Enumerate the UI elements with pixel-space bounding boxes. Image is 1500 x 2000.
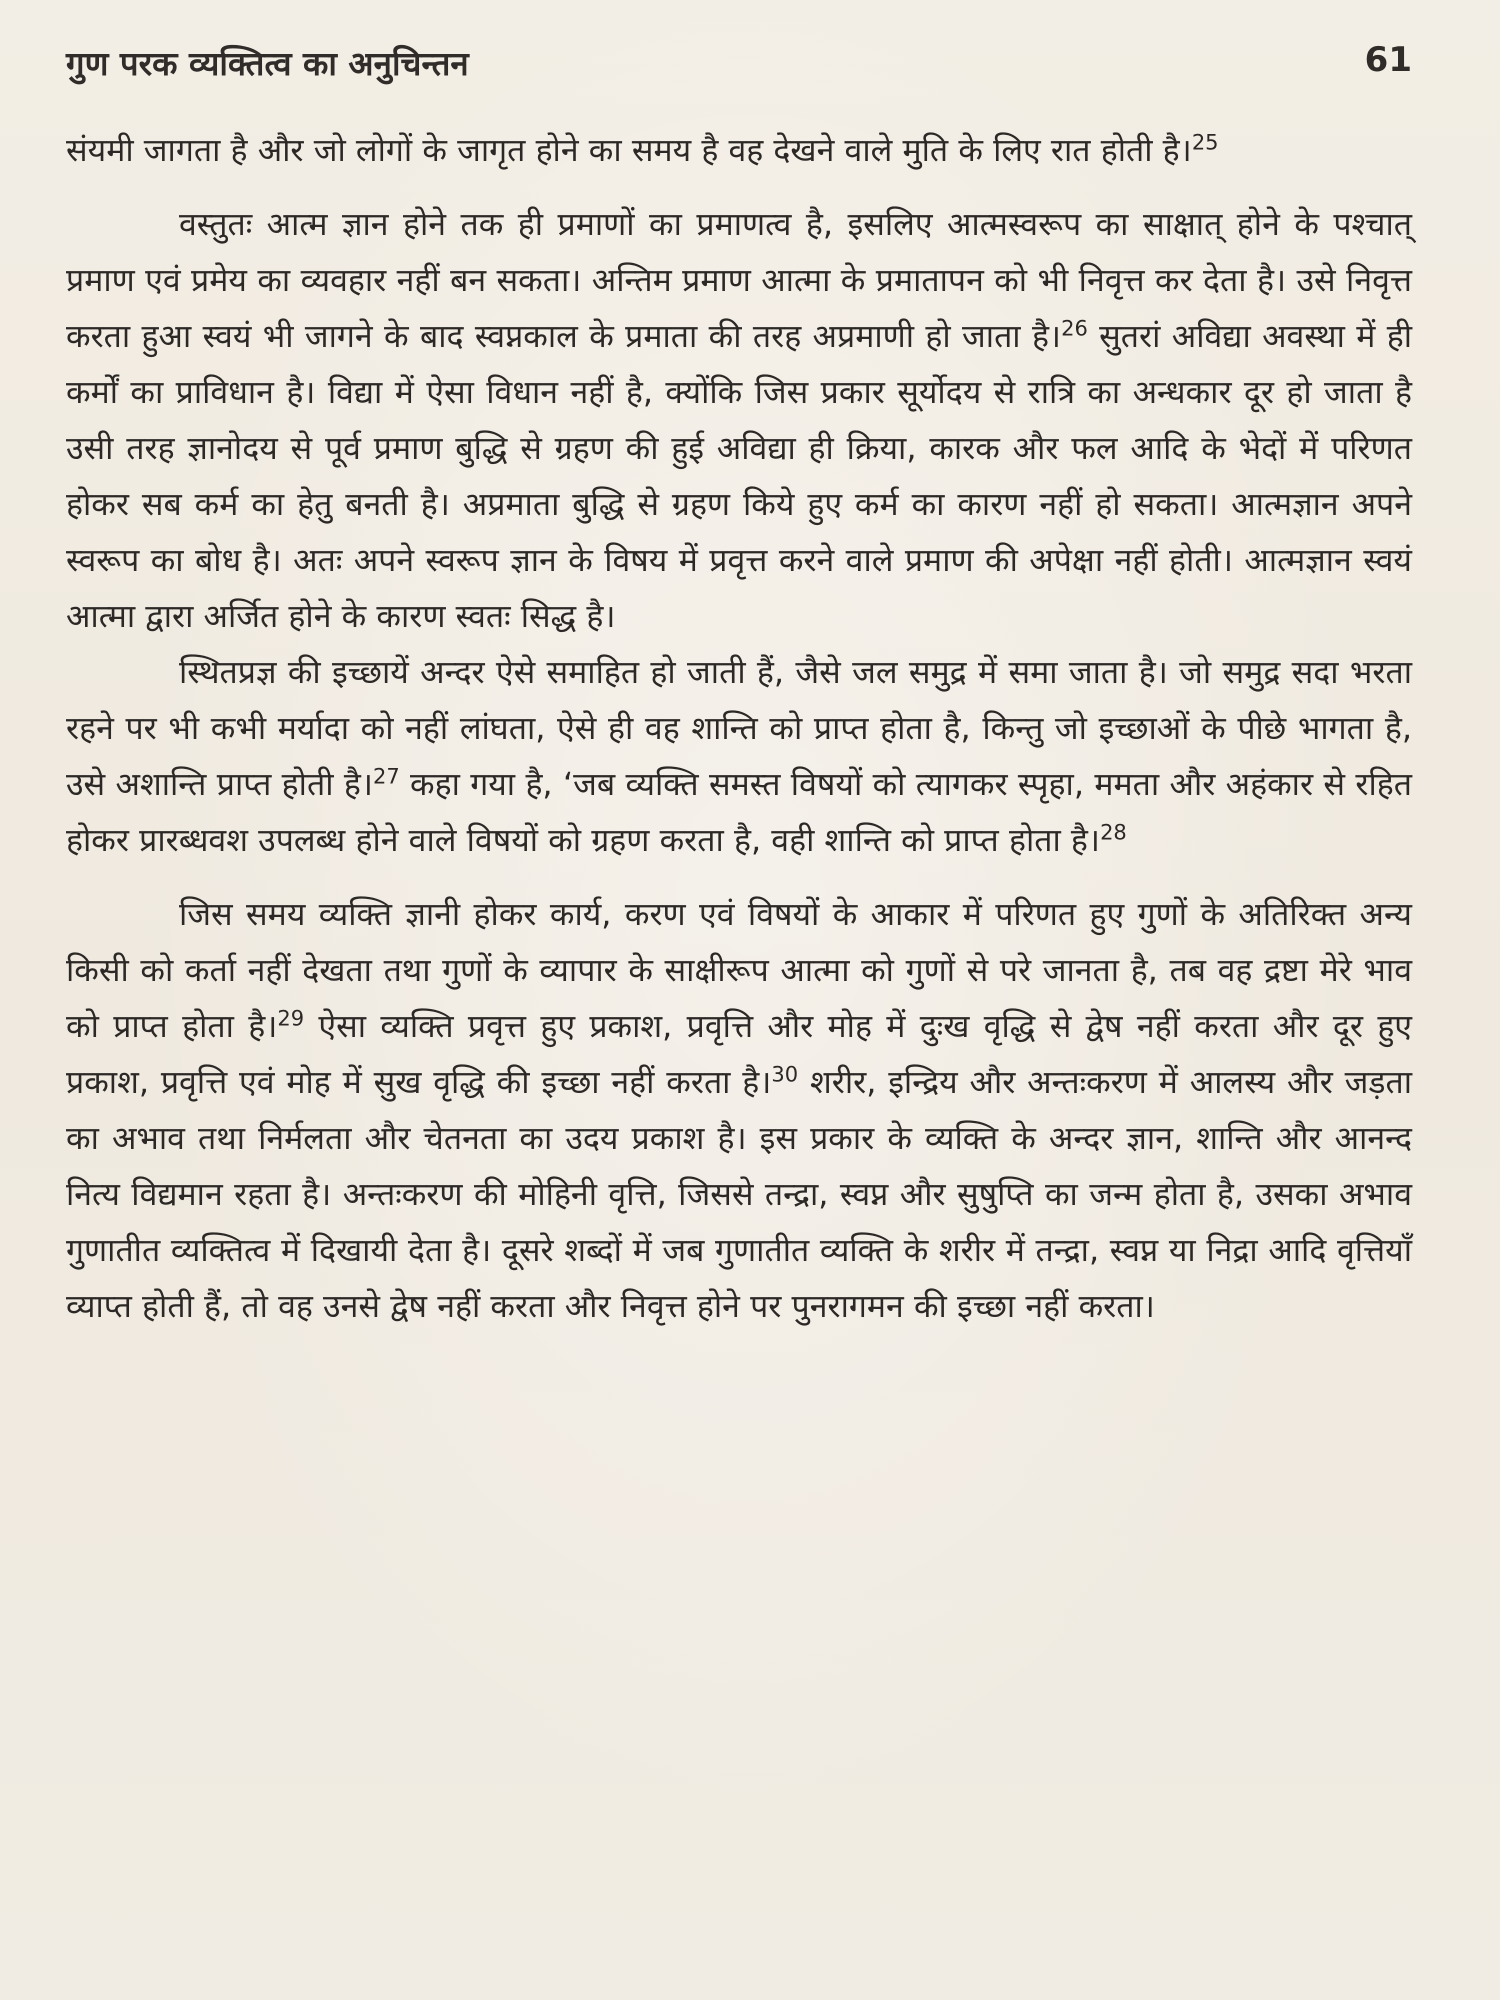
footnote-marker: 30	[771, 1062, 799, 1087]
footnote-marker: 29	[277, 1006, 305, 1031]
body-text	[66, 122, 1412, 1334]
paragraph-text: जिस समय व्यक्ति ज्ञानी होकर कार्य, करण एवं विषयों के आकार में परिणत हुए गुणों के अतिरिक्त अन्य किसी को कर्ता नहीं देखता तथा गुणों के व्यापार के साक्षीरूप आत्मा को गुणों से परे जानता है, तब वह द्रष्टा मेरे भाव को प्राप्त होता है।	[66, 895, 1412, 1045]
paragraph-text: शरीर, इन्द्रिय और अन्तःकरण में आलस्य और जड़ता का अभाव तथा निर्मलता और चेतनता का उदय प्रकाश है। इस प्रकार के व्यक्ति के अन्दर ज्ञान, शान्ति और आनन्द नित्य विद्यमान रहता है। अन्तःकरण की मोहिनी वृत्ति, जिससे तन्द्रा, स्वप्न और सुषुप्ति का जन्म होता है, उसका अभाव गुणातीत व्यक्तित्व में दिखायी देता है। दूसरे शब्दों में जब गुणातीत व्यक्ति के शरीर में तन्द्रा, स्वप्न या निद्रा आदि वृत्तियाँ व्याप्त होती हैं, तो वह उनसे द्वेष नहीं करता और निवृत्त होने पर पुनरागमन की इच्छा नहीं करता।	[66, 1063, 1412, 1325]
footnote-marker: 28	[1100, 820, 1127, 845]
paragraph	[66, 122, 1412, 178]
paragraph	[66, 886, 1412, 1334]
running-head: गुण परक व्यक्तित्व का अनुचिन्तन	[66, 44, 469, 83]
paragraph-text: कहा गया है, ‘जब व्यक्ति समस्त विषयों को त्यागकर स्पृहा, ममता और अहंकार से रहित होकर प्रारब्धवश उपलब्ध होने वाले विषयों को ग्रहण करता है, वही शान्ति को प्राप्त होता है।	[66, 765, 1412, 859]
paragraph-text: संयमी जागता है और जो लोगों के जागृत होने का समय है वह देखने वाले मुति के लिए रात होती है।	[66, 131, 1192, 169]
paragraph-text: स्थितप्रज्ञ की इच्छायें अन्दर ऐसे समाहित हो जाती हैं, जैसे जल समुद्र में समा जाता है। जो समुद्र सदा भरता रहने पर भी कभी मर्यादा को नहीं लांघता, ऐसे ही वह शान्ति को प्राप्त होता है, किन्तु जो इच्छाओं के पीछे भागता है, उसे अशान्ति प्राप्त होती है।	[66, 653, 1412, 803]
paragraph-text: सुतरां अविद्या अवस्था में ही कर्मों का प्राविधान है। विद्या में ऐसा विधान नहीं है, क्योंकि जिस प्रकार सूर्योदय से रात्रि का अन्धकार दूर हो जाता है उसी तरह ज्ञानोदय से पूर्व प्रमाण बुद्धि से ग्रहण की हुई अविद्या ही क्रिया, कारक और फल आदि के भेदों में परिणत होकर सब कर्म का हेतु बनती है। अप्रमाता बुद्धि से ग्रहण किये हुए कर्म का कारण नहीं हो सकता। आत्मज्ञान अपने स्वरूप का बोध है। अतः अपने स्वरूप ज्ञान के विषय में प्रवृत्त करने वाले प्रमाण की अपेक्षा नहीं होती। आत्मज्ञान स्वयं आत्मा द्वारा अर्जित होने के कारण स्वतः सिद्ध है।	[66, 317, 1412, 635]
paragraph-text: वस्तुतः आत्म ज्ञान होने तक ही प्रमाणों का प्रमाणत्व है, इसलिए आत्मस्वरूप का साक्षात् होने के पश्चात् प्रमाण एवं प्रमेय का व्यवहार नहीं बन सकता। अन्तिम प्रमाण आत्मा के प्रमातापन को भी निवृत्त कर देता है। उसे निवृत्त करता हुआ स्वयं भी जागने के बाद स्वप्नकाल के प्रमाता की तरह अप्रमाणी हो जाता है।	[66, 205, 1412, 355]
footnote-marker: 27	[372, 764, 400, 789]
paragraph	[66, 644, 1412, 868]
page-number: 61	[1364, 40, 1412, 80]
footnote-marker: 25	[1191, 130, 1219, 155]
paragraph-text: ऐसा व्यक्ति प्रवृत्त हुए प्रकाश, प्रवृत्ति और मोह में दुःख वृद्धि से द्वेष नहीं करता और दूर हुए प्रकाश, प्रवृत्ति एवं मोह में सुख वृद्धि की इच्छा नहीं करता है।	[66, 1007, 1413, 1101]
footnote-marker: 26	[1061, 316, 1088, 341]
paragraph	[66, 196, 1412, 644]
page-header	[66, 40, 1412, 96]
